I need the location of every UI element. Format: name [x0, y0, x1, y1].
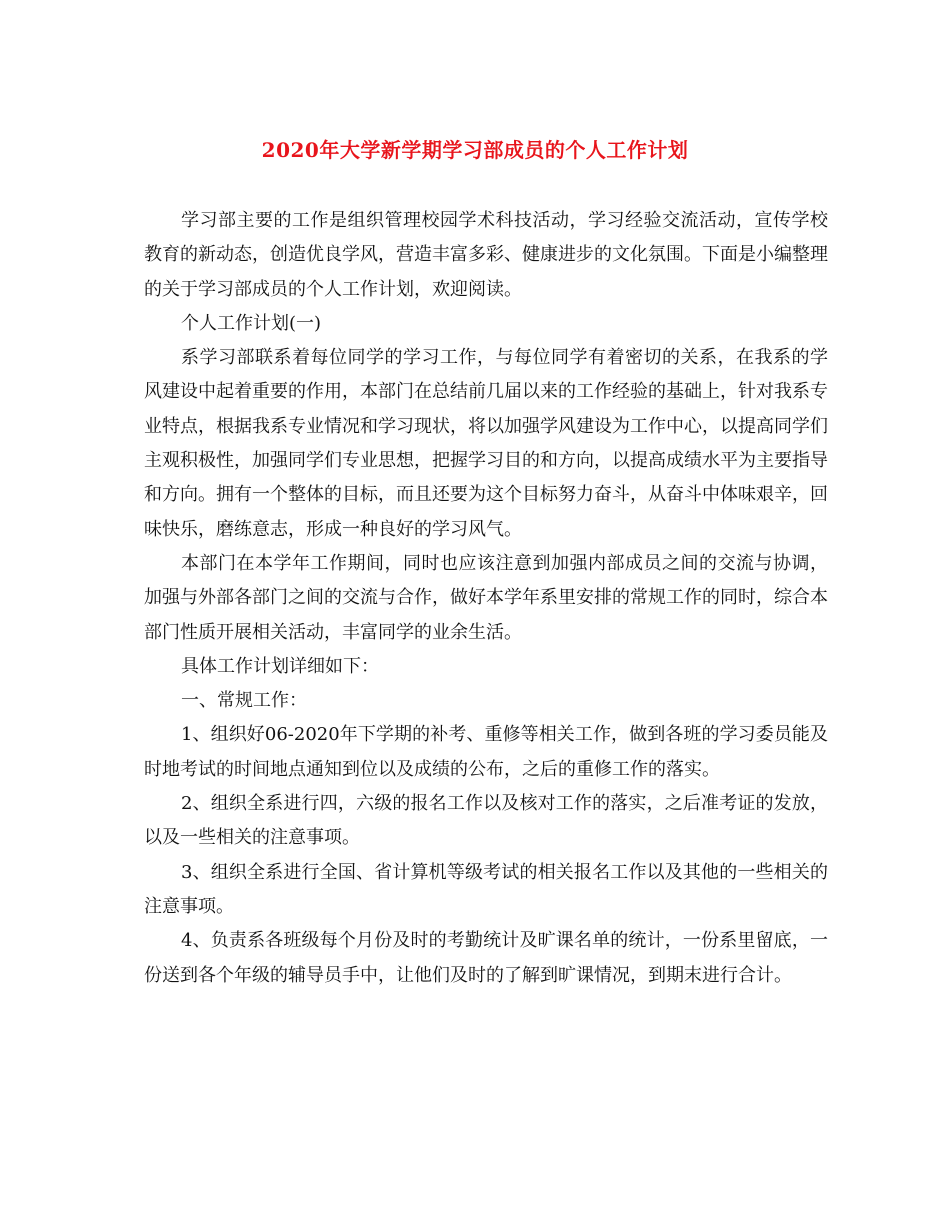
list-item-1: 1、组织好06-2020年下学期的补考、重修等相关工作，做到各班的学习委员能及时地考试的时间地点通知到位以及成绩的公布，之后的重修工作的落实。 [144, 724, 828, 780]
list-item-4: 4、负责系各班级每个月份及时的考勤统计及旷课名单的统计，一份系里留底，一份送到各个年级的辅导员手中，让他们及时的了解到旷课情况，到期末进行合计。 [144, 930, 828, 986]
list-item-2: 2、组织全系进行四，六级的报名工作以及核对工作的落实，之后准考证的发放，以及一些相关的注意事项。 [144, 793, 828, 849]
plan-details-heading: 具体工作计划详细如下： [181, 655, 379, 677]
routine-work-heading: 一、常规工作： [181, 690, 307, 712]
list-item-3: 3、组织全系进行全国、省计算机等级考试的相关报名工作以及其他的一些相关的注意事项。 [144, 861, 828, 917]
document-title: 2020年大学新学期学习部成员的个人工作计划 [261, 138, 689, 162]
document-body [144, 204, 828, 993]
body-paragraph: 系学习部联系着每位同学的学习工作，与每位同学有着密切的关系，在我系的学风建设中起着重要的作用，本部门在总结前几届以来的工作经验的基础上，针对我系专业特点，根据我系专业情况和学习现状，将以加强学风建设为工作中心，以提高同学们主观积极性，加强同学们专业思想，把握学习目的和方向，以提高成绩水平为主要指导和方向。拥有一个整体的目标，而且还要为这个目标努力奋斗，从奋斗中体味艰辛，回味快乐，磨练意志，形成一种良好的学习风气。 [144, 347, 828, 540]
section-heading-plan-one: 个人工作计划(一) [181, 312, 322, 334]
body-paragraph: 本部门在本学年工作期间，同时也应该注意到加强内部成员之间的交流与协调，加强与外部各部门之间的交流与合作，做好本学年系里安排的常规工作的同时，综合本部门性质开展相关活动，丰富同学的业余生活。 [144, 552, 828, 643]
intro-paragraph: 学习部主要的工作是组织管理校园学术科技活动，学习经验交流活动，宣传学校教育的新动态，创造优良学风，营造丰富多彩、健康进步的文化氛围。下面是小编整理的关于学习部成员的个人工作计划，欢迎阅读。 [144, 210, 828, 300]
